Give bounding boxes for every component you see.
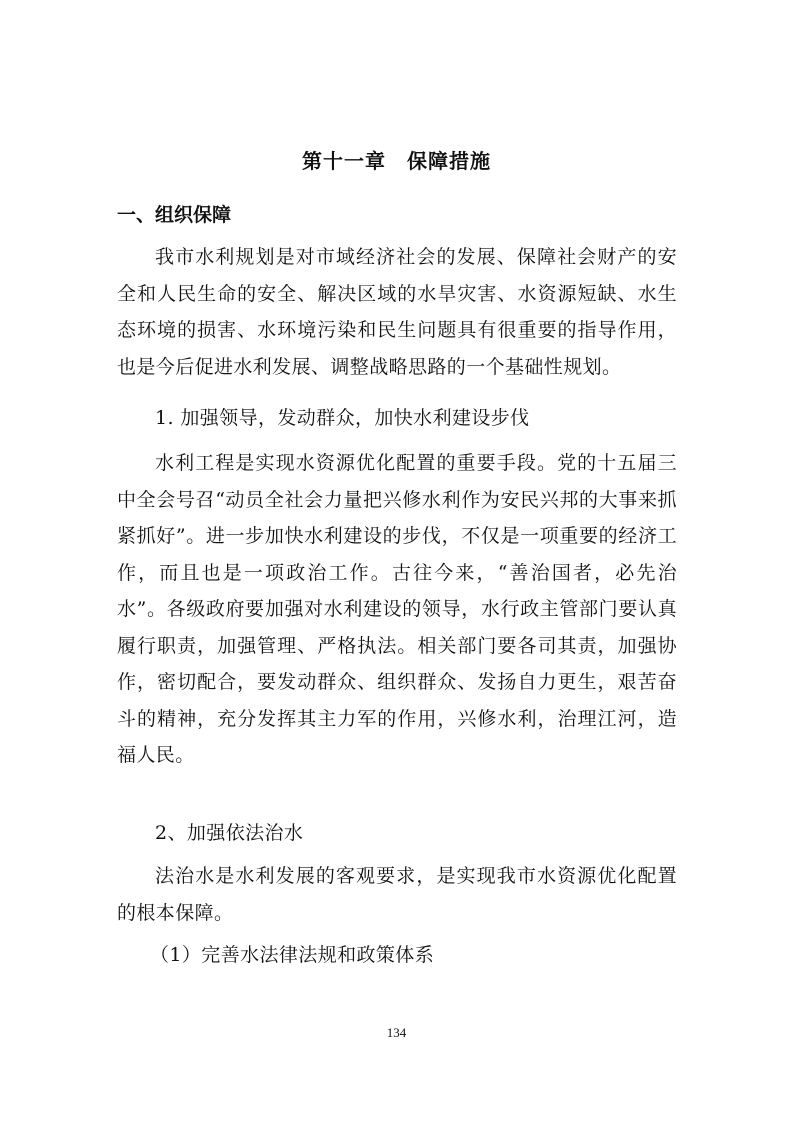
subheading-3: （1）完善水法律法规和政策体系 xyxy=(150,944,435,966)
paragraph-1: 水利工程是实现水资源优化配置的重要手段。党的十五届三中全会号召“动员全社会力量把兴修水利作为安民兴邦的大事来抓紧抓好”。进一步加快水利建设的步伐，不仅是一项重要的经济工作，而且也是一项政治工作。古往今来，“善治国者，必先治水”。各级政府要加强对水利建设的领导，水行政主管部门要认真履行职责，加强管理、严格执法。相关部门要各司其责，加强协作，密切配合，要发动群众、组织群众、发扬自力更生，艰苦奋斗的精神，充分发挥其主力军的作用，兴修水利，治理江河，造福人民。 xyxy=(117,452,677,766)
subheading-2: 2、加强依法治水 xyxy=(155,822,304,844)
section-heading: 一、组织保障 xyxy=(117,204,232,226)
intro-paragraph: 我市水利规划是对市域经济社会的发展、保障社会财产的安全和人民生命的安全、解决区域的水旱灾害、水资源短缺、水生态环境的损害、水环境污染和民生问题具有很重要的指导作用，也是今后促进水利发展、调整战略思路的一个基础性规划。 xyxy=(117,246,677,378)
subheading-1: 1. 加强领导，发动群众，加快水利建设步伐 xyxy=(155,407,530,429)
paragraph-2: 法治水是水利发展的客观要求，是实现我市水资源优化配置的根本保障。 xyxy=(117,865,677,924)
chapter-title: 第十一章 保障措施 xyxy=(302,149,491,173)
page-number: 134 xyxy=(386,1025,407,1040)
